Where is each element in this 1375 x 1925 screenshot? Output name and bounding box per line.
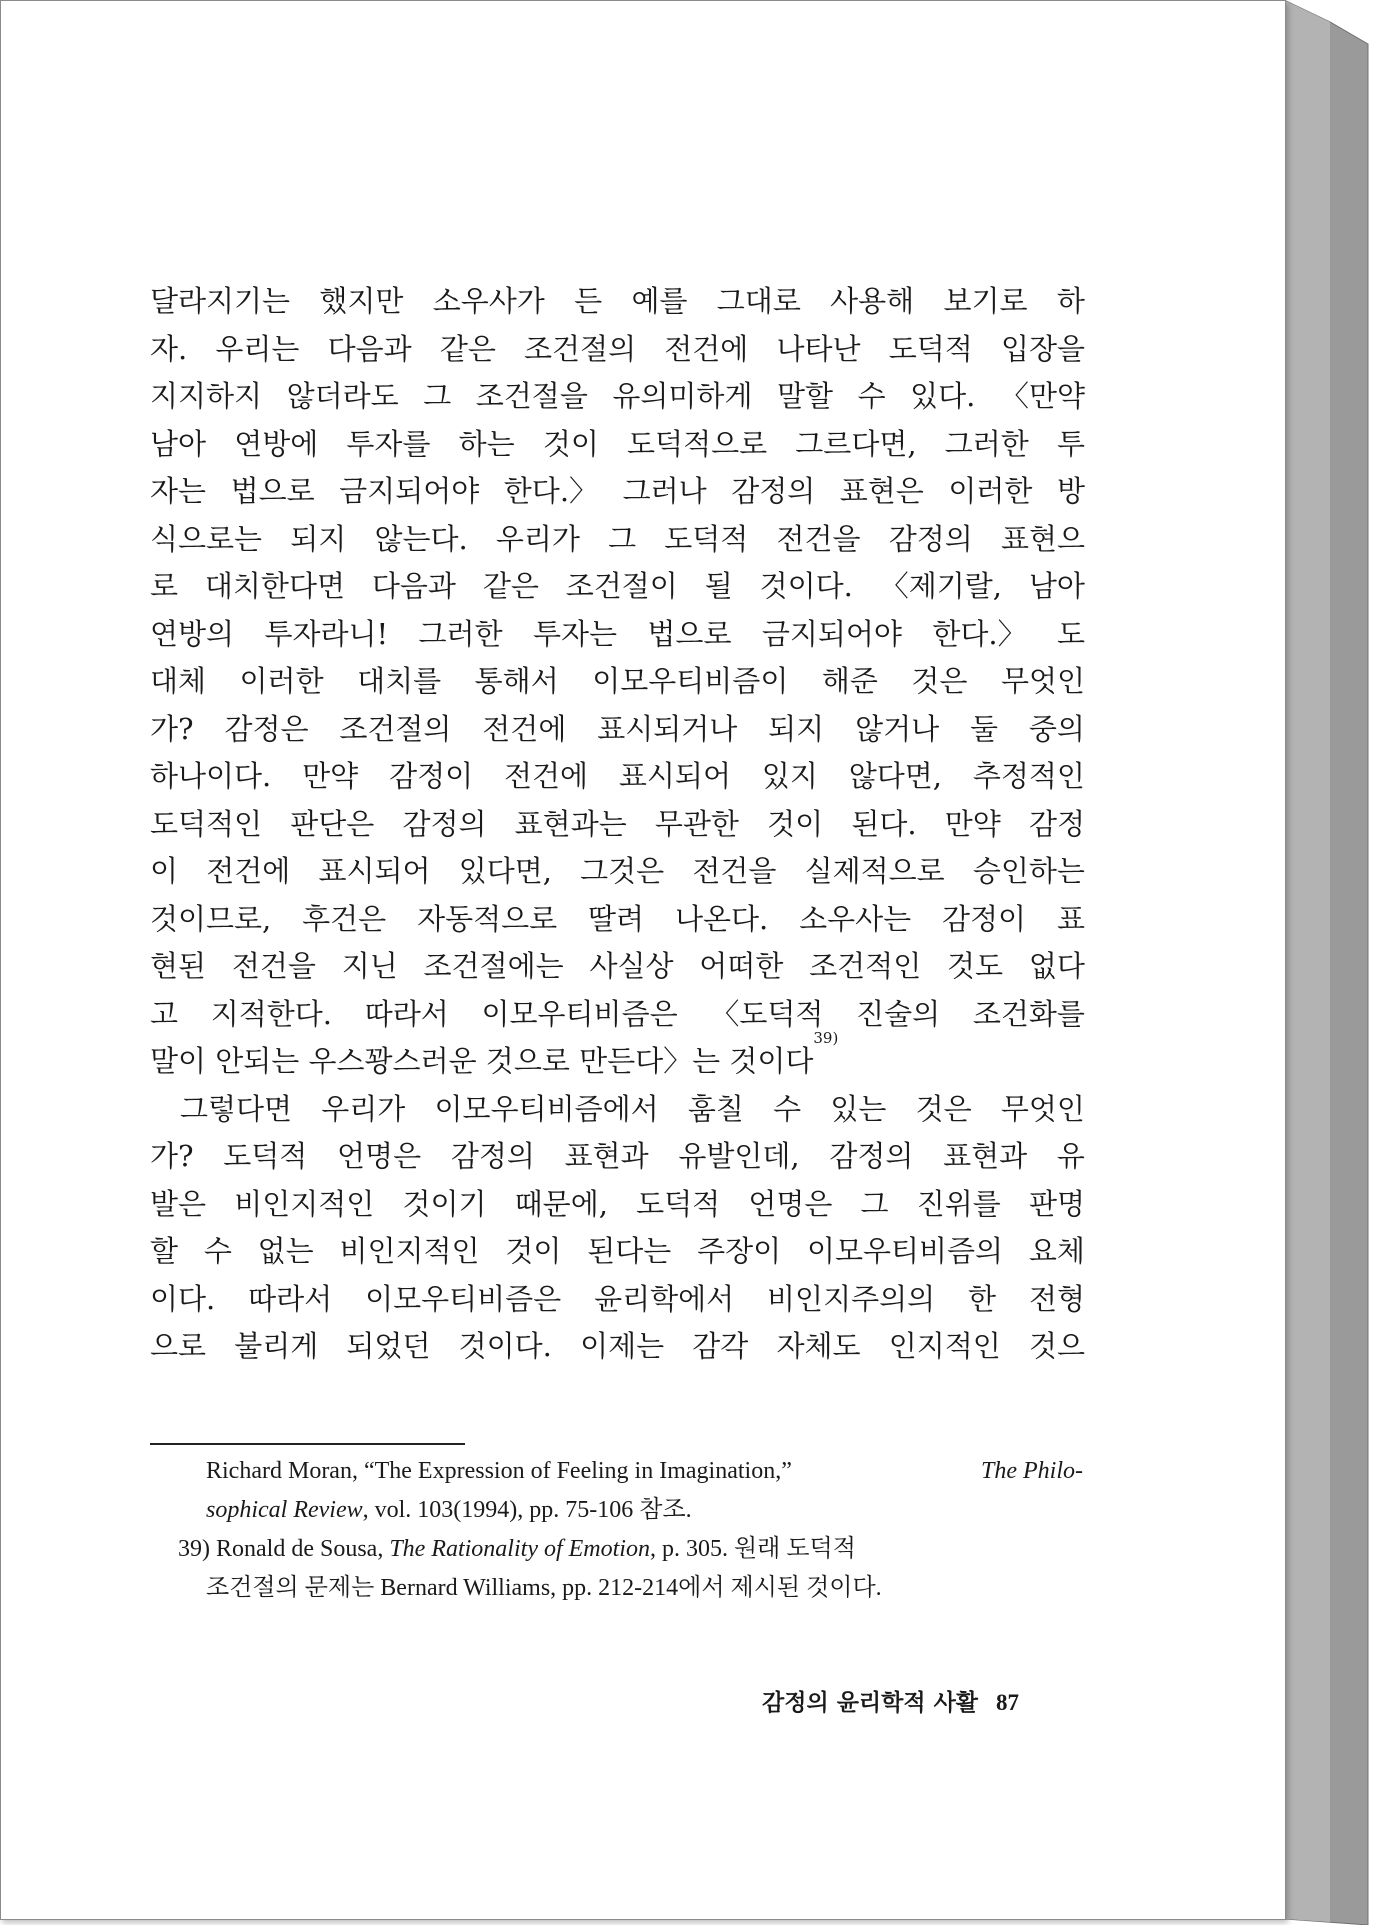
word: 유발인데, [678, 1139, 800, 1173]
word: 우리는 [215, 331, 300, 366]
word: 것이 [542, 426, 599, 461]
word: 것은 [915, 1091, 972, 1126]
word: 소우사가 [432, 284, 545, 318]
word: 감정 [1028, 806, 1085, 841]
body-line [150, 943, 1085, 991]
word: 되지 [290, 521, 347, 556]
word: 이모우티비즘이 [592, 664, 789, 698]
word: 현된 [150, 949, 207, 983]
word: 감정의 [450, 1139, 535, 1173]
word: 않거나 [855, 711, 940, 746]
word: 해준 [821, 664, 878, 698]
word: 법으로 [647, 616, 732, 651]
word: 것이기 [402, 1186, 487, 1221]
word: 투자는 [532, 616, 618, 651]
word: 다음과 [371, 569, 456, 603]
word: 이 [150, 854, 179, 888]
word: 판단은 [290, 806, 375, 841]
word: 않더라도 [286, 379, 399, 413]
word: 판명 [1028, 1186, 1085, 1221]
word: 된다. [851, 806, 917, 841]
word: 투자를 [346, 426, 431, 461]
word: 이러한 [239, 664, 324, 698]
word: 법으로 [230, 474, 315, 508]
word: 실제적으로 [804, 854, 945, 888]
body-line [150, 373, 1085, 421]
word: 딸려 [588, 901, 645, 936]
footnote-38-journal-b: sophical Review [206, 1497, 363, 1523]
word: 대치한다면 [204, 569, 345, 603]
word: 만약 [302, 759, 359, 793]
word: 조건절의 [524, 331, 637, 366]
word: 표현과 [943, 1139, 1028, 1173]
footnote-38-volume: , vol. 103(1994), pp. 75-106 참조. [362, 1497, 692, 1523]
word: 것이다. [759, 569, 853, 603]
word: 따라서 [248, 1281, 333, 1316]
word: 전형 [1028, 1281, 1085, 1316]
word: 통해서 [474, 664, 559, 698]
word: 말할 [777, 379, 834, 413]
word: 한다.〉 [503, 474, 599, 508]
body-line [150, 896, 1085, 944]
paragraph-first-line [150, 1086, 1085, 1134]
body-line [150, 1276, 1085, 1324]
word: 지적한다. [210, 996, 333, 1031]
word: 식으로는 [150, 521, 263, 556]
footnote-38-line-2 [178, 1491, 1083, 1530]
word: 자는 [150, 474, 207, 508]
word: 있다면, [458, 854, 552, 888]
body-line [150, 706, 1085, 754]
footnote-39-page: , p. 305. 원래 도덕적 [649, 1536, 856, 1562]
word: 조건적인 [809, 949, 922, 983]
word: 감정의 [829, 1139, 914, 1173]
body-line-with-footnote-ref [150, 1029, 1085, 1086]
body-line [150, 421, 1085, 469]
word: 이모우티비즘에서 [434, 1091, 659, 1126]
word: 보기로 [943, 284, 1028, 318]
word: 수 [857, 379, 886, 413]
body-line [150, 1181, 1085, 1229]
word: 도덕적인 [150, 806, 263, 841]
word: 있다. [910, 379, 976, 413]
word: 같은 [482, 569, 539, 603]
word: 것이다. [458, 1329, 552, 1363]
word: 어떠한 [699, 949, 784, 983]
word: 없다 [1028, 949, 1085, 983]
body-line [150, 848, 1085, 896]
word: 감각 [692, 1329, 749, 1363]
footnote-38-journal-a: The Philo- [981, 1458, 1083, 1484]
word: 추정적인 [972, 759, 1085, 793]
word: 투자라니! [264, 616, 389, 651]
word: 연방에 [234, 426, 319, 461]
word: 도덕적 [888, 331, 973, 366]
word: 사용해 [830, 284, 915, 318]
word: 가? [150, 711, 194, 746]
word: 될 [704, 569, 733, 603]
body-line [150, 658, 1085, 706]
footnote-39-line-1 [178, 1530, 1083, 1569]
footnote-ref-39[interactable]: 39) [813, 1029, 839, 1047]
word: 하나이다. [150, 759, 272, 793]
word: 하 [1056, 284, 1085, 318]
word: 되지 [768, 711, 825, 746]
word: 언명은 [748, 1186, 833, 1221]
word: 않다면, [848, 759, 943, 793]
word: 도 [1056, 616, 1085, 651]
word: 그르다면, [795, 426, 917, 461]
word: 예를 [631, 284, 688, 318]
word: 했지만 [319, 284, 404, 318]
word: 훔칠 [687, 1091, 744, 1126]
word: 투 [1056, 426, 1085, 461]
word: 주장이 [697, 1234, 782, 1268]
word: 것이 [505, 1234, 562, 1268]
body-line [150, 801, 1085, 849]
word: 조건절을 [475, 379, 588, 413]
word: 그러나 [622, 474, 707, 508]
body-text [150, 278, 1085, 1371]
word: 표시되어 [318, 854, 431, 888]
body-line [150, 1133, 1085, 1181]
word: 표현은 [839, 474, 924, 508]
word: 것으 [1028, 1329, 1085, 1363]
body-line [150, 1228, 1085, 1276]
word: 비인지적인 [339, 1234, 480, 1268]
word: 달라지기는 [150, 284, 291, 318]
word: 발은 [150, 1186, 207, 1221]
word: 윤리학에서 [594, 1281, 735, 1316]
word: 도덕적으로 [627, 426, 768, 461]
word: 표 [1056, 901, 1085, 936]
word: 유 [1056, 1139, 1085, 1173]
footnote-39-line-2: 조건절의 문제는 Bernard Williams, pp. 212-214에서 제시된 것이다. [206, 1575, 882, 1601]
word: 표시되거나 [597, 711, 738, 746]
word: 가? [150, 1139, 194, 1173]
word: 이모우티비즘은 [365, 1281, 562, 1316]
word: 수 [203, 1234, 232, 1268]
word: 자체도 [776, 1329, 861, 1363]
word: 든 [574, 284, 603, 318]
word: 조건절에는 [423, 949, 564, 983]
word: 인지적인 [888, 1329, 1001, 1363]
word: 감정의 [731, 474, 816, 508]
word: 이러한 [948, 474, 1033, 508]
word: 표현과 [564, 1139, 649, 1173]
word: 있지 [761, 759, 818, 793]
word: 된다는 [587, 1234, 672, 1268]
word: 감정은 [224, 711, 309, 746]
word: 자. [150, 331, 188, 366]
word: 않는다. [374, 521, 468, 556]
word: 한다.〉 [932, 616, 1027, 651]
footnotes [178, 1452, 1083, 1608]
word: 남아 [150, 426, 207, 461]
word: 이모우티비즘의 [806, 1234, 1004, 1268]
body-line [150, 1323, 1085, 1371]
word: 〈도덕적 [710, 996, 824, 1031]
word: 대치를 [357, 664, 442, 698]
word: 이모우티비즘은 [481, 996, 678, 1031]
word: 〈만약 [999, 379, 1085, 413]
word: 전건을 [231, 949, 316, 983]
word: 것이므로, [150, 901, 272, 936]
word: 후건은 [302, 901, 387, 936]
word: 한 [968, 1281, 997, 1316]
word: 것이 [767, 806, 824, 841]
word: 승인하는 [972, 854, 1085, 888]
word: 중의 [1028, 711, 1085, 746]
body-line [150, 326, 1085, 374]
word: 감정의 [402, 806, 487, 841]
word: 도덕적 [664, 521, 749, 556]
word: 그러한 [418, 616, 503, 651]
word: 표시되어 [618, 759, 731, 793]
body-line [150, 278, 1085, 326]
word: 금지되어야 [339, 474, 480, 508]
word: 언명은 [337, 1139, 422, 1173]
word: 도덕적 [223, 1139, 308, 1173]
word: 불리게 [234, 1329, 319, 1363]
word: 무엇인 [1000, 1091, 1085, 1126]
word: 따라서 [364, 996, 449, 1031]
word: 조건절이 [565, 569, 678, 603]
word: 지지하지 [150, 379, 263, 413]
running-title: 감정의 윤리학적 사활 [762, 1689, 979, 1716]
word: 전건에 [206, 854, 291, 888]
body-line [150, 563, 1085, 611]
word: 되었던 [346, 1329, 431, 1363]
page-number: 87 [996, 1690, 1020, 1715]
word: 으로 [150, 1329, 207, 1363]
word: 이다. [150, 1281, 216, 1316]
word: 그 [423, 379, 452, 413]
word: 하는 [458, 426, 515, 461]
body-line [150, 611, 1085, 659]
word: 비인지주의의 [767, 1281, 936, 1316]
word: 자동적으로 [417, 901, 558, 936]
footnote-39-author: 39) Ronald de Sousa, [178, 1536, 390, 1562]
word: 비인지적인 [234, 1186, 375, 1221]
word: 이제는 [580, 1329, 665, 1363]
footnote-separator [150, 1443, 465, 1445]
word: 표현으 [1000, 521, 1085, 556]
word: 사실상 [589, 949, 674, 983]
word: 입장을 [1000, 331, 1085, 366]
word: 남아 [1028, 569, 1085, 603]
word: 조건화를 [972, 996, 1085, 1031]
word: 유의미하게 [612, 379, 753, 413]
footnote-39-title: The Rationality of Emotion [389, 1536, 650, 1562]
word: 할 [150, 1234, 179, 1268]
word: 전건을 [692, 854, 777, 888]
footnote-38-line-1 [178, 1452, 1083, 1491]
body-line [150, 991, 1085, 1039]
word: 그러한 [944, 426, 1029, 461]
word: 요체 [1028, 1234, 1085, 1268]
word: 대체 [150, 664, 207, 698]
word: 그 [608, 521, 637, 556]
word: 우리가 [495, 521, 580, 556]
body-line [150, 516, 1085, 564]
word: 로 [150, 569, 179, 603]
word: 무관한 [654, 806, 739, 841]
word: 진술의 [856, 996, 941, 1031]
word: 조건절의 [339, 711, 452, 746]
word: 금지되어야 [761, 616, 902, 651]
word: 방 [1056, 474, 1085, 508]
word: 것은 [911, 664, 968, 698]
word: 때문에, [514, 1186, 608, 1221]
body-line [150, 753, 1085, 801]
word: 전건에 [482, 711, 567, 746]
word: 연방의 [150, 616, 235, 651]
word: 그렇다면 [180, 1091, 293, 1126]
word: 무엇인 [1000, 664, 1085, 698]
word: 없는 [257, 1234, 314, 1268]
word: 소우사는 [799, 901, 912, 936]
word: 전건에 [503, 759, 589, 793]
word: 표현과는 [514, 806, 627, 841]
word: 지닌 [341, 949, 398, 983]
word: 감정이 [942, 901, 1027, 936]
word: 감정의 [888, 521, 973, 556]
word: 그것은 [580, 854, 665, 888]
word: 그 [860, 1186, 889, 1221]
word: 전건에 [664, 331, 749, 366]
word: 있는 [830, 1091, 887, 1126]
running-footer [730, 1657, 1019, 1744]
word: 것도 [947, 949, 1004, 983]
word: 다음과 [327, 331, 412, 366]
word: 그대로 [716, 284, 801, 318]
word: 감정이 [389, 759, 474, 793]
word: 나타난 [776, 331, 861, 366]
word: 나온다. [674, 901, 769, 936]
word: 같은 [439, 331, 496, 366]
word: 둘 [970, 711, 999, 746]
body-line [150, 468, 1085, 516]
word: 〈제기랄, [879, 569, 1003, 603]
word: 수 [773, 1091, 802, 1126]
word: 우리가 [321, 1091, 406, 1126]
word: 도덕적 [636, 1186, 721, 1221]
word: 전건을 [776, 521, 861, 556]
word: 만약 [944, 806, 1001, 841]
word: 고 [150, 996, 179, 1031]
body-line-text: 말이 안되는 우스꽝스러운 것으로 만든다〉는 것이다 [150, 1044, 814, 1078]
word: 진위를 [916, 1186, 1001, 1221]
footnote-38-citation: Richard Moran, “The Expression of Feeling in Imagination,” [206, 1458, 792, 1484]
